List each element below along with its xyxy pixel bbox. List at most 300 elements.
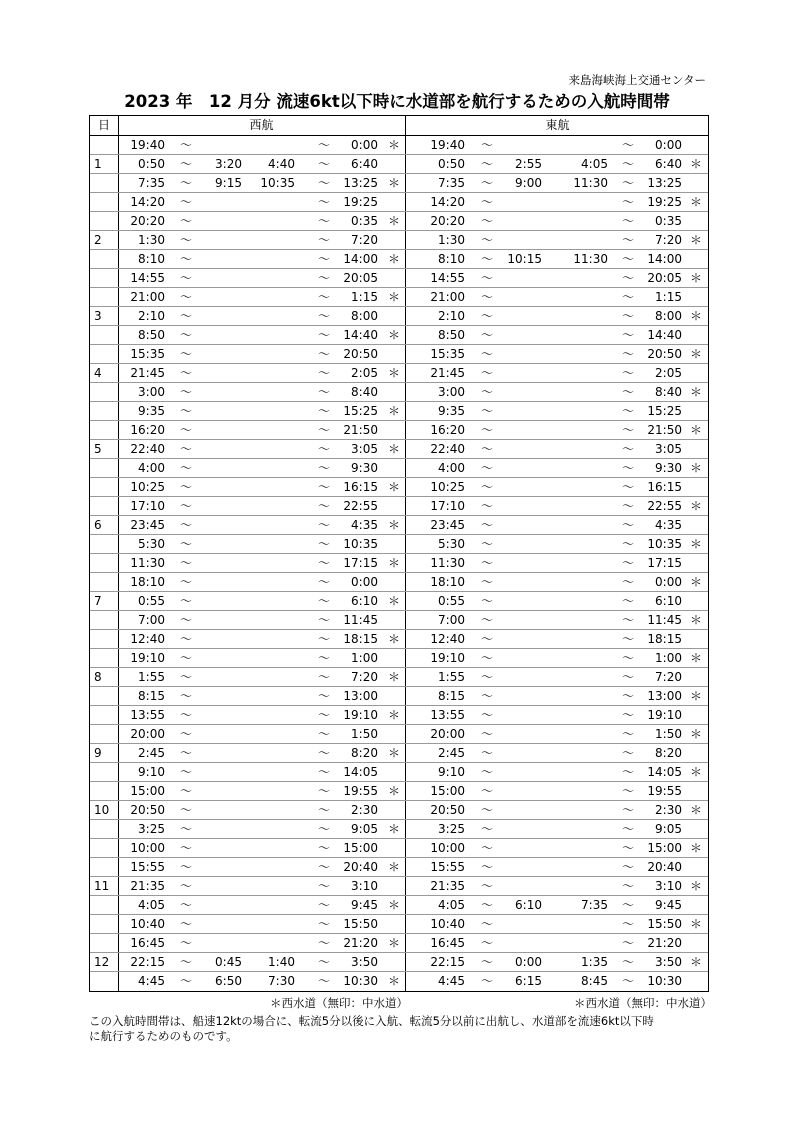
east-tilde-start: ～ xyxy=(481,366,494,380)
west-tilde-end: ～ xyxy=(318,328,331,342)
east-start: 17:10 xyxy=(430,499,465,513)
west-start: 0:50 xyxy=(138,157,165,171)
east-tilde-start: ～ xyxy=(481,955,494,969)
west-channel-mark xyxy=(388,687,400,706)
east-break-start: 0:00 xyxy=(515,955,542,969)
east-tilde-start: ～ xyxy=(481,746,494,760)
west-tilde-end: ～ xyxy=(318,214,331,228)
east-end: 14:05 xyxy=(647,765,682,779)
east-tilde-end: ～ xyxy=(622,803,635,817)
west-start: 23:45 xyxy=(130,518,165,532)
east-start: 10:40 xyxy=(430,917,465,931)
east-tilde-start: ～ xyxy=(481,252,494,266)
east-start: 15:00 xyxy=(430,784,465,798)
day-cell xyxy=(94,212,116,231)
east-break-end xyxy=(568,801,608,820)
east-end: 7:20 xyxy=(655,233,682,247)
west-break-end xyxy=(255,592,295,611)
west-tilde-start: ～ xyxy=(180,689,193,703)
east-tilde-start: ～ xyxy=(481,290,494,304)
day-cell xyxy=(94,421,116,440)
table-row xyxy=(90,839,708,858)
west-break-start xyxy=(202,877,242,896)
west-channel-mark xyxy=(388,307,400,326)
west-end: 6:40 xyxy=(351,157,378,171)
east-start: 9:10 xyxy=(438,765,465,779)
day-cell xyxy=(94,630,116,649)
east-end: 3:10 xyxy=(655,879,682,893)
east-break-end xyxy=(568,269,608,288)
west-start: 7:00 xyxy=(138,613,165,627)
west-start: 22:15 xyxy=(130,955,165,969)
east-break-start: 2:55 xyxy=(515,157,542,171)
east-start: 10:25 xyxy=(430,480,465,494)
west-break-end xyxy=(255,915,295,934)
east-start: 0:55 xyxy=(438,594,465,608)
east-break-end xyxy=(568,592,608,611)
west-end: 3:10 xyxy=(351,879,378,893)
east-tilde-end: ～ xyxy=(622,309,635,323)
west-break-end xyxy=(255,725,295,744)
west-channel-mark xyxy=(388,345,400,364)
west-channel-mark xyxy=(388,421,400,440)
east-tilde-start: ～ xyxy=(481,518,494,532)
day-cell xyxy=(94,174,116,193)
east-end: 10:30 xyxy=(647,974,682,988)
east-break-start xyxy=(498,573,542,592)
west-channel-mark xyxy=(388,649,400,668)
west-break-start: 9:15 xyxy=(215,176,242,190)
day-cell xyxy=(94,269,116,288)
west-tilde-end: ～ xyxy=(318,651,331,665)
west-tilde-start: ～ xyxy=(180,575,193,589)
east-end: 10:35 xyxy=(647,537,682,551)
west-end: 2:05 xyxy=(351,366,378,380)
west-break-end xyxy=(255,307,295,326)
west-end: 8:00 xyxy=(351,309,378,323)
west-break-start xyxy=(202,858,242,877)
east-break-start xyxy=(498,326,542,345)
east-break-start xyxy=(498,611,542,630)
west-tilde-start: ～ xyxy=(180,195,193,209)
west-channel-mark xyxy=(388,193,400,212)
east-channel-mark: ＊ xyxy=(690,613,703,627)
west-tilde-start: ～ xyxy=(180,480,193,494)
west-tilde-end: ～ xyxy=(318,309,331,323)
west-end: 8:40 xyxy=(351,385,378,399)
west-tilde-end: ～ xyxy=(318,423,331,437)
day-cell xyxy=(94,858,116,877)
table-row xyxy=(90,516,708,535)
day-cell xyxy=(94,478,116,497)
west-end: 20:40 xyxy=(343,860,378,874)
table-row xyxy=(90,364,708,383)
east-break-start xyxy=(498,687,542,706)
east-break-end xyxy=(568,820,608,839)
east-break-start xyxy=(498,478,542,497)
east-channel-mark: ＊ xyxy=(690,461,703,475)
east-end: 13:25 xyxy=(647,176,682,190)
west-tilde-end: ～ xyxy=(318,537,331,551)
west-channel-mark xyxy=(388,459,400,478)
east-start: 10:00 xyxy=(430,841,465,855)
west-tilde-end: ～ xyxy=(318,746,331,760)
west-tilde-end: ～ xyxy=(318,841,331,855)
east-start: 14:20 xyxy=(430,195,465,209)
east-break-end xyxy=(568,497,608,516)
west-tilde-end: ～ xyxy=(318,518,331,532)
east-channel-mark xyxy=(690,592,704,611)
west-break-start xyxy=(202,421,242,440)
west-end: 1:15 xyxy=(351,290,378,304)
footer-note xyxy=(89,1014,729,1044)
table-row xyxy=(90,231,708,250)
west-tilde-end: ～ xyxy=(318,461,331,475)
west-channel-mark: ＊ xyxy=(388,670,401,684)
west-channel-mark: ＊ xyxy=(388,784,401,798)
west-tilde-end: ～ xyxy=(318,195,331,209)
table-row xyxy=(90,136,708,155)
west-start: 21:35 xyxy=(130,879,165,893)
west-break-end xyxy=(255,535,295,554)
west-channel-mark: ＊ xyxy=(388,822,401,836)
west-tilde-start: ～ xyxy=(180,632,193,646)
west-start: 14:20 xyxy=(130,195,165,209)
east-start: 19:40 xyxy=(430,138,465,152)
east-start: 21:00 xyxy=(430,290,465,304)
east-break-end xyxy=(568,193,608,212)
west-channel-mark xyxy=(388,535,400,554)
west-start: 2:10 xyxy=(138,309,165,323)
header-day: 日 xyxy=(97,118,110,132)
west-break-start xyxy=(202,820,242,839)
west-tilde-end: ～ xyxy=(318,822,331,836)
west-tilde-end: ～ xyxy=(318,955,331,969)
east-tilde-start: ～ xyxy=(481,556,494,570)
west-tilde-end: ～ xyxy=(318,670,331,684)
west-tilde-start: ～ xyxy=(180,309,193,323)
west-break-end xyxy=(255,630,295,649)
west-tilde-start: ～ xyxy=(180,860,193,874)
east-end: 8:20 xyxy=(655,746,682,760)
west-channel-mark: ＊ xyxy=(388,898,401,912)
east-end: 2:30 xyxy=(655,803,682,817)
west-tilde-start: ～ xyxy=(180,537,193,551)
west-tilde-start: ～ xyxy=(180,936,193,950)
west-tilde-start: ～ xyxy=(180,974,193,988)
west-end: 9:30 xyxy=(351,461,378,475)
west-channel-mark xyxy=(388,953,400,972)
west-tilde-start: ～ xyxy=(180,157,193,171)
east-channel-mark xyxy=(690,174,704,193)
east-start: 2:10 xyxy=(438,309,465,323)
west-break-start xyxy=(202,307,242,326)
east-end: 6:10 xyxy=(655,594,682,608)
west-start: 4:45 xyxy=(138,974,165,988)
east-break-start xyxy=(498,725,542,744)
west-channel-mark xyxy=(388,383,400,402)
west-end: 20:50 xyxy=(343,347,378,361)
east-end: 3:05 xyxy=(655,442,682,456)
east-tilde-start: ～ xyxy=(481,385,494,399)
west-start: 12:40 xyxy=(130,632,165,646)
day-cell: 6 xyxy=(94,518,102,532)
west-start: 19:40 xyxy=(130,138,165,152)
east-tilde-start: ～ xyxy=(481,423,494,437)
east-break-start: 6:10 xyxy=(515,898,542,912)
east-break-start xyxy=(498,136,542,155)
east-start: 16:20 xyxy=(430,423,465,437)
west-channel-mark: ＊ xyxy=(388,936,401,950)
west-tilde-end: ～ xyxy=(318,765,331,779)
east-tilde-start: ～ xyxy=(481,328,494,342)
west-end: 19:25 xyxy=(343,195,378,209)
west-end: 0:00 xyxy=(351,138,378,152)
day-cell xyxy=(94,687,116,706)
east-tilde-end: ～ xyxy=(622,879,635,893)
west-break-end xyxy=(255,687,295,706)
west-break-start xyxy=(202,687,242,706)
west-end: 18:15 xyxy=(343,632,378,646)
west-channel-mark: ＊ xyxy=(388,556,401,570)
east-break-start xyxy=(498,193,542,212)
east-break-end xyxy=(568,744,608,763)
table-header-row xyxy=(90,116,708,136)
west-tilde-end: ～ xyxy=(318,917,331,931)
west-start: 22:40 xyxy=(130,442,165,456)
west-break-start xyxy=(202,231,242,250)
east-break-start xyxy=(498,592,542,611)
east-start: 8:10 xyxy=(438,252,465,266)
west-end: 3:50 xyxy=(351,955,378,969)
footer-line-2: に航行するためのものです。 xyxy=(89,1029,238,1043)
east-tilde-end: ～ xyxy=(622,366,635,380)
table-row xyxy=(90,934,708,953)
west-tilde-end: ～ xyxy=(318,727,331,741)
west-break-start xyxy=(202,839,242,858)
east-tilde-end: ～ xyxy=(622,898,635,912)
table-row xyxy=(90,649,708,668)
east-tilde-start: ～ xyxy=(481,974,494,988)
west-break-end xyxy=(255,877,295,896)
day-cell xyxy=(94,535,116,554)
east-end: 0:35 xyxy=(655,214,682,228)
table-row xyxy=(90,877,708,896)
east-break-end xyxy=(568,383,608,402)
east-channel-mark: ＊ xyxy=(690,879,703,893)
west-break-start xyxy=(202,763,242,782)
east-channel-mark xyxy=(690,782,704,801)
east-channel-mark xyxy=(690,744,704,763)
east-break-end: 4:05 xyxy=(581,157,608,171)
west-break-start xyxy=(202,915,242,934)
day-cell: 11 xyxy=(94,879,110,893)
west-channel-mark xyxy=(388,915,400,934)
west-start: 20:20 xyxy=(130,214,165,228)
east-start: 5:30 xyxy=(438,537,465,551)
east-break-start xyxy=(498,459,542,478)
east-channel-mark xyxy=(690,934,704,953)
east-start: 22:40 xyxy=(430,442,465,456)
east-tilde-end: ～ xyxy=(622,176,635,190)
east-tilde-start: ～ xyxy=(481,879,494,893)
east-start: 16:45 xyxy=(430,936,465,950)
west-channel-mark xyxy=(388,877,400,896)
west-break-start xyxy=(202,535,242,554)
east-tilde-start: ～ xyxy=(481,594,494,608)
east-end: 20:40 xyxy=(647,860,682,874)
east-break-start xyxy=(498,421,542,440)
east-break-start xyxy=(498,440,542,459)
day-cell xyxy=(94,915,116,934)
west-break-start xyxy=(202,554,242,573)
west-channel-mark: ＊ xyxy=(388,328,401,342)
west-break-end xyxy=(255,421,295,440)
east-channel-mark: ＊ xyxy=(690,727,703,741)
east-tilde-end: ～ xyxy=(622,841,635,855)
east-channel-mark xyxy=(690,858,704,877)
west-channel-mark: ＊ xyxy=(388,974,401,988)
east-end: 21:20 xyxy=(647,936,682,950)
west-break-start xyxy=(202,649,242,668)
east-tilde-start: ～ xyxy=(481,765,494,779)
west-start: 15:00 xyxy=(130,784,165,798)
east-break-end: 7:35 xyxy=(581,898,608,912)
table-row xyxy=(90,250,708,269)
west-tilde-start: ～ xyxy=(180,727,193,741)
west-tilde-start: ～ xyxy=(180,252,193,266)
east-break-start xyxy=(498,839,542,858)
table-row xyxy=(90,706,708,725)
east-tilde-end: ～ xyxy=(622,252,635,266)
west-tilde-end: ～ xyxy=(318,936,331,950)
east-channel-mark: ＊ xyxy=(690,157,703,171)
east-start: 3:25 xyxy=(438,822,465,836)
east-channel-mark xyxy=(690,440,704,459)
east-channel-mark xyxy=(690,250,704,269)
west-channel-mark: ＊ xyxy=(388,176,401,190)
east-tilde-end: ～ xyxy=(622,860,635,874)
east-tilde-end: ～ xyxy=(622,537,635,551)
east-start: 4:45 xyxy=(438,974,465,988)
west-start: 16:20 xyxy=(130,423,165,437)
west-start: 8:50 xyxy=(138,328,165,342)
west-break-end xyxy=(255,193,295,212)
west-break-start: 6:50 xyxy=(215,974,242,988)
east-tilde-end: ～ xyxy=(622,233,635,247)
day-cell: 10 xyxy=(94,803,110,817)
west-break-end xyxy=(255,288,295,307)
east-tilde-end: ～ xyxy=(622,955,635,969)
east-start: 21:45 xyxy=(430,366,465,380)
west-end: 21:20 xyxy=(343,936,378,950)
east-start: 20:00 xyxy=(430,727,465,741)
west-end: 19:55 xyxy=(343,784,378,798)
west-tilde-end: ～ xyxy=(318,613,331,627)
west-end: 7:20 xyxy=(351,670,378,684)
west-break-start xyxy=(202,326,242,345)
west-channel-mark: ＊ xyxy=(388,252,401,266)
west-tilde-end: ～ xyxy=(318,138,331,152)
east-break-start: 10:15 xyxy=(507,252,542,266)
east-tilde-end: ～ xyxy=(622,746,635,760)
east-end: 21:50 xyxy=(647,423,682,437)
west-start: 5:30 xyxy=(138,537,165,551)
east-end: 9:30 xyxy=(655,461,682,475)
east-break-end xyxy=(568,402,608,421)
east-break-start xyxy=(498,915,542,934)
west-break-end xyxy=(255,269,295,288)
table-row xyxy=(90,763,708,782)
east-break-end xyxy=(568,345,608,364)
west-channel-mark xyxy=(388,763,400,782)
east-tilde-end: ～ xyxy=(622,138,635,152)
east-tilde-end: ～ xyxy=(622,575,635,589)
west-break-start xyxy=(202,212,242,231)
east-start: 12:40 xyxy=(430,632,465,646)
east-tilde-end: ～ xyxy=(622,157,635,171)
day-cell xyxy=(94,326,116,345)
west-end: 13:00 xyxy=(343,689,378,703)
east-channel-mark xyxy=(690,668,704,687)
east-tilde-end: ～ xyxy=(622,689,635,703)
west-tilde-start: ～ xyxy=(180,328,193,342)
west-end: 0:00 xyxy=(351,575,378,589)
west-start: 11:30 xyxy=(130,556,165,570)
west-tilde-end: ～ xyxy=(318,784,331,798)
east-tilde-start: ～ xyxy=(481,822,494,836)
east-break-end xyxy=(568,516,608,535)
east-break-start xyxy=(498,231,542,250)
east-break-end: 11:30 xyxy=(573,176,608,190)
west-tilde-end: ～ xyxy=(318,366,331,380)
east-start: 0:50 xyxy=(438,157,465,171)
west-start: 9:10 xyxy=(138,765,165,779)
table-row xyxy=(90,193,708,212)
day-cell xyxy=(94,611,116,630)
west-tilde-end: ～ xyxy=(318,157,331,171)
east-tilde-end: ～ xyxy=(622,784,635,798)
west-end: 22:55 xyxy=(343,499,378,513)
east-tilde-end: ～ xyxy=(622,974,635,988)
table-row xyxy=(90,611,708,630)
west-start: 21:00 xyxy=(130,290,165,304)
east-channel-mark: ＊ xyxy=(690,233,703,247)
east-start: 22:15 xyxy=(430,955,465,969)
west-tilde-start: ～ xyxy=(180,347,193,361)
east-end: 1:50 xyxy=(655,727,682,741)
east-channel-mark xyxy=(690,402,704,421)
west-tilde-start: ～ xyxy=(180,613,193,627)
table-row xyxy=(90,554,708,573)
east-start: 13:55 xyxy=(430,708,465,722)
east-tilde-start: ～ xyxy=(481,670,494,684)
table-row xyxy=(90,896,708,915)
table-row xyxy=(90,326,708,345)
west-start: 3:25 xyxy=(138,822,165,836)
table-row xyxy=(90,744,708,763)
west-start: 20:50 xyxy=(130,803,165,817)
east-tilde-end: ～ xyxy=(622,765,635,779)
west-break-end: 7:30 xyxy=(268,974,295,988)
west-break-end xyxy=(255,440,295,459)
footer-line-1: この入航時間帯は、船速12ktの場合に、転流5分以後に入航、転流5分以前に出航し、水道部を流速6kt以下時 xyxy=(89,1014,654,1028)
west-break-end xyxy=(255,668,295,687)
east-break-end xyxy=(568,421,608,440)
east-tilde-end: ～ xyxy=(622,442,635,456)
west-start: 7:35 xyxy=(138,176,165,190)
west-tilde-end: ～ xyxy=(318,556,331,570)
